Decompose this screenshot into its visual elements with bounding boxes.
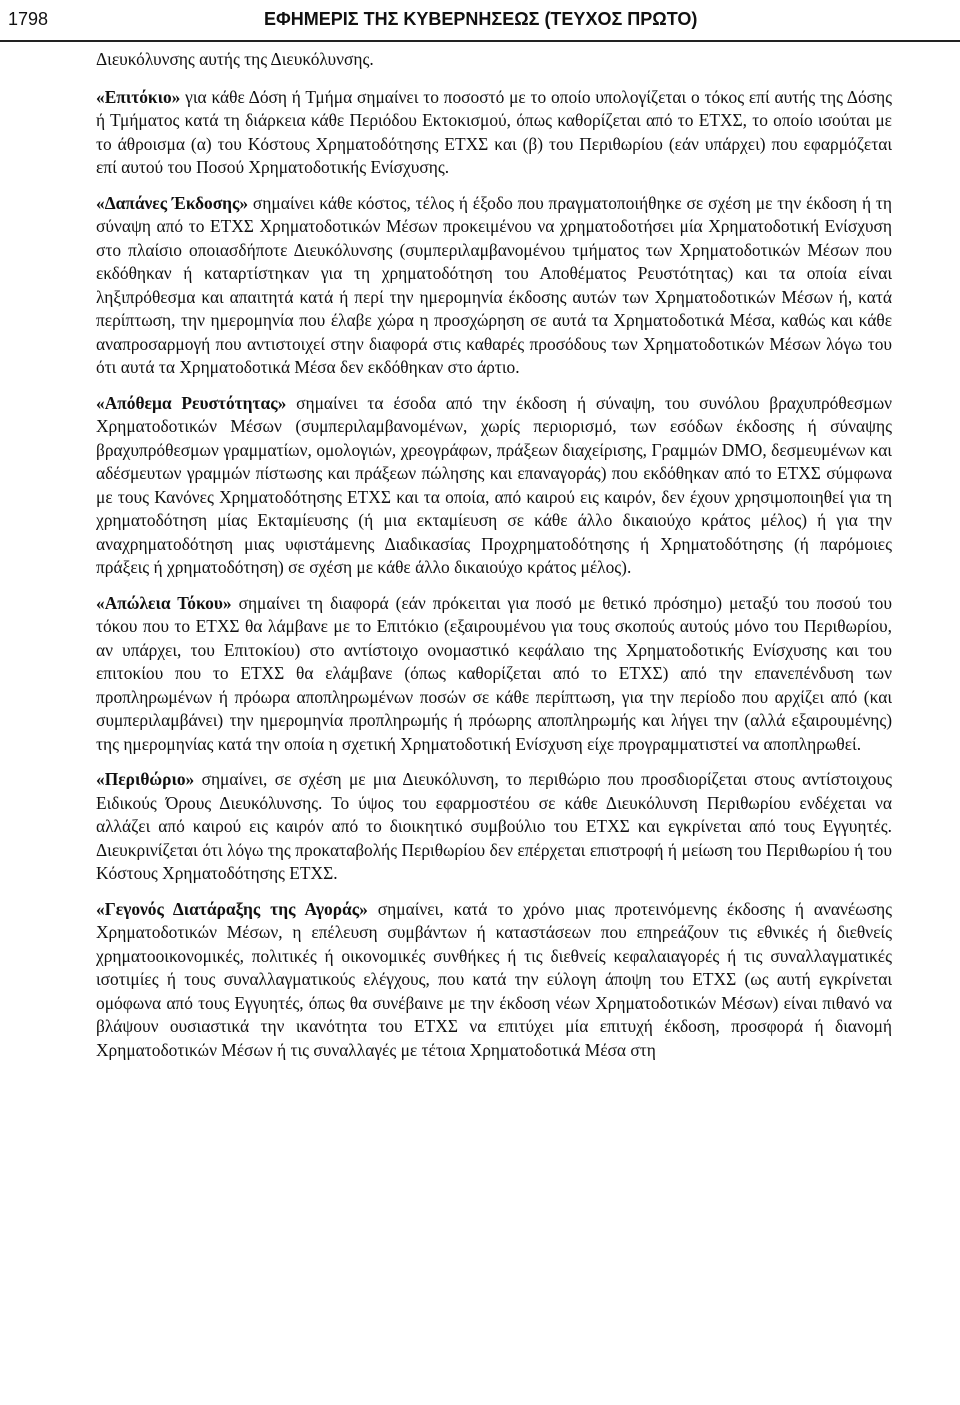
definition-market-disruption-event <box>96 898 892 1063</box>
definition-term: «Γεγονός Διατάραξης της Αγοράς» <box>96 898 368 919</box>
definition-text: σημαίνει τη διαφορά (εάν πρόκειται για ποσό με θετικό πρόσημο) μεταξύ του ποσού του τόκου που το ΕΤΧΣ θα λάμβανε με το Επιτόκιο (εξαιρουμένου για τους σκοπούς αυτούς μόνο του Περιθωρίου, αν υπάρχει, του Επιτοκίου) στο αντίστοιχο ονομαστικό κεφάλαιο της Χρηματοδοτικής Ενίσχυσης και του επιτοκίου που το ΕΤΧΣ θα ελάμβανε (όπως καθορίζεται από το ΕΤΧΣ) από την επανεπένδυση των προπληρωμένων ή πρόωρα αποπληρωμένων ποσών σε κάθε περίπτωση, για την περίοδο που αρχίζει από (και συμπεριλαμβάνει) την ημερομηνία προπληρωμής ή πρόωρης αποπληρωμής και λήγει την (αλλά εξαιρουμένης) της ημερομηνίας κατά την οποία η σχετική Χρηματοδοτική Ενίσχυση είχε προγραμματιστεί να αποπληρωθεί. <box>96 592 892 754</box>
definition-text: σημαίνει τα έσοδα από την έκδοση ή σύναψη, του συνόλου βραχυπρόθεσμων Χρηματοδοτικών Μέσων (συμπεριλαμβανομένων, χωρίς περιορισμό, των εσόδων έκδοσης ή σύναψης βραχυπρόθεσμων γραμματίων, ομολογιών, χρεογράφων, πράξεων διαχείρισης, Γραμμών DMO, δεσμευμένων και αδέσμευτων γραμμών πίστωσης και πράξεων πώλησης και επαναγοράς) που εκδόθηκαν από το ΕΤΧΣ σύμφωνα με τους Κανόνες Χρηματοδότησης ΕΤΧΣ και τα οποία, από καιρού εις καιρόν, δεν έχουν χρησιμοποιηθεί για τη χρηματοδότηση μίας Εκταμίευσης (ή μια εκταμίευση σε κάθε άλλο δικαιούχο κράτος μέλος) ή για την αναχρηματοδότηση μιας υφιστάμενης Διαδικασίας Προχρηματοδότησης ή Χρηματοδότησης (ή παρόμοιες πράξεις ή χρηματοδότηση) σε σχέση με κάθε άλλο δικαιούχο κράτος μέλος). <box>96 392 893 577</box>
definition-loss-of-interest <box>96 592 892 757</box>
definition-interest-rate <box>96 86 892 180</box>
definition-text: σημαίνει κάθε κόστος, τέλος ή έξοδο που πραγματοποιήθηκε σε σχέση με την έκδοση ή τη σύναψη από το ΕΤΧΣ Χρηματοδοτικών Μέσων προκειμένου να χρηματοδοτήσει μία Χρηματοδοτική Ενίσχυση στο πλαίσιο οποιασδήποτε Διευκόλυνσης (συμπεριλαμβανομένου τμήματος των Χρηματοδοτικών Μέσων που εκδόθηκαν ή καταρτίστηκαν για τη χρηματοδότηση του Αποθέματος Ρευστότητας) και τα οποία είναι ληξιπρόθεσμα και απαιτητά κατά ή περί την ημερομηνία έκδοσης αυτών των Χρηματοδοτικών Μέσων ή, κατά περίπτωση, την ημερομηνία που έλαβε χώρα η προσχώρηση σε αυτά τα Χρηματοδοτικά Μέσα, καθώς και κάθε αναπροσαρμογή που αντιστοιχεί στην διαφορά στις καθαρές προσόδους των Χρηματοδοτικών Μέσων λόγω του ότι αυτά τα Χρηματοδοτικά Μέσα δεν εκδόθηκαν στο άρτιο. <box>96 192 893 377</box>
header-divider <box>0 40 960 42</box>
definition-term: «Επιτόκιο» <box>96 86 181 107</box>
definition-text: σημαίνει, κατά το χρόνο μιας προτεινόμενης έκδοσης ή ανανέωσης Χρηματοδοτικών Μέσων, η επέλευση συμβάντων ή καταστάσεων που επηρεάζουν τις εθνικές ή διεθνείς χρηματοοικονομικές, πολιτικές ή οικονομικές συνθήκες ή τις διεθνείς κεφαλαιαγορές ή τις συναλλαγματικές ισοτιμίες ή τους συναλλαγματικούς ελέγχους, που κατά την εύλογη άποψη του ΕΤΧΣ (ως αυτή εγκρίνεται ομόφωνα από τους Εγγυητές, όπως θα συνέβαινε με την έκδοση νέων Χρηματοδοτικών Μέσων) είναι πιθανό να βλάψουν ουσιαστικά την ικανότητα του ΕΤΧΣ να επιτύχει μία επιτυχή έκδοση, προσφορά ή διανομή Χρηματοδοτικών Μέσων ή τις συναλλαγές με τέτοια Χρηματοδοτικά Μέσα στη <box>96 898 892 1060</box>
definition-text: για κάθε Δόση ή Τμήμα σημαίνει το ποσοστό με το οποίο υπολογίζεται ο τόκος επί αυτής της Δόσης ή Τμήματος κατά τη διάρκεια κάθε Περιόδου Εκτοκισμού, όπως καθορίζεται από το ΕΤΧΣ, το οποίο ισούται με το άθροισμα (α) του Κόστους Χρηματοδότησης ΕΤΧΣ και (β) του Περιθωρίου (εάν υπάρχει) που εφαρμόζεται επί αυτού του Ποσού Χρηματοδοτικής Ενίσχυσης. <box>96 86 892 177</box>
document-body <box>96 48 892 1074</box>
gazette-title: ΕΦΗΜΕΡΙΣ ΤΗΣ ΚΥΒΕΡΝΗΣΕΩΣ (ΤΕΥΧΟΣ ΠΡΩΤΟ) <box>264 9 698 29</box>
definition-term: «Δαπάνες Έκδοσης» <box>96 192 249 213</box>
page-number: 1798 <box>8 9 49 29</box>
definition-term: «Απόθεμα Ρευστότητας» <box>96 392 287 413</box>
definition-issuance-costs <box>96 192 892 380</box>
definition-margin <box>96 768 892 886</box>
definition-term: «Απώλεια Τόκου» <box>96 592 232 613</box>
definition-term: «Περιθώριο» <box>96 769 195 789</box>
page-header <box>0 0 960 44</box>
intro-paragraph: Διευκόλυνσης αυτής της Διευκόλυνσης. <box>96 49 374 69</box>
definition-text: σημαίνει, σε σχέση με μια Διευκόλυνση, το περιθώριο που προσδιορίζεται στους αντίστοιχους Ειδικούς Όρους Διευκόλυνσης. Το ύψος του εφαρμοστέου σε κάθε Διευκόλυνση Περιθωρίου ενδέχεται να αλλάζει από καιρού εις καιρόν από το διοικητικό συμβούλιο του ΕΤΧΣ και εγκρίνεται από τους Εγγυητές. Διευκρινίζεται ότι λόγω της προκαταβολής Περιθωρίου δεν επέρχεται επιστροφή ή μείωση του Περιθωρίου ή του Κόστους Χρηματοδότησης ΕΤΧΣ. <box>96 769 892 883</box>
definition-liquidity-buffer <box>96 392 892 580</box>
